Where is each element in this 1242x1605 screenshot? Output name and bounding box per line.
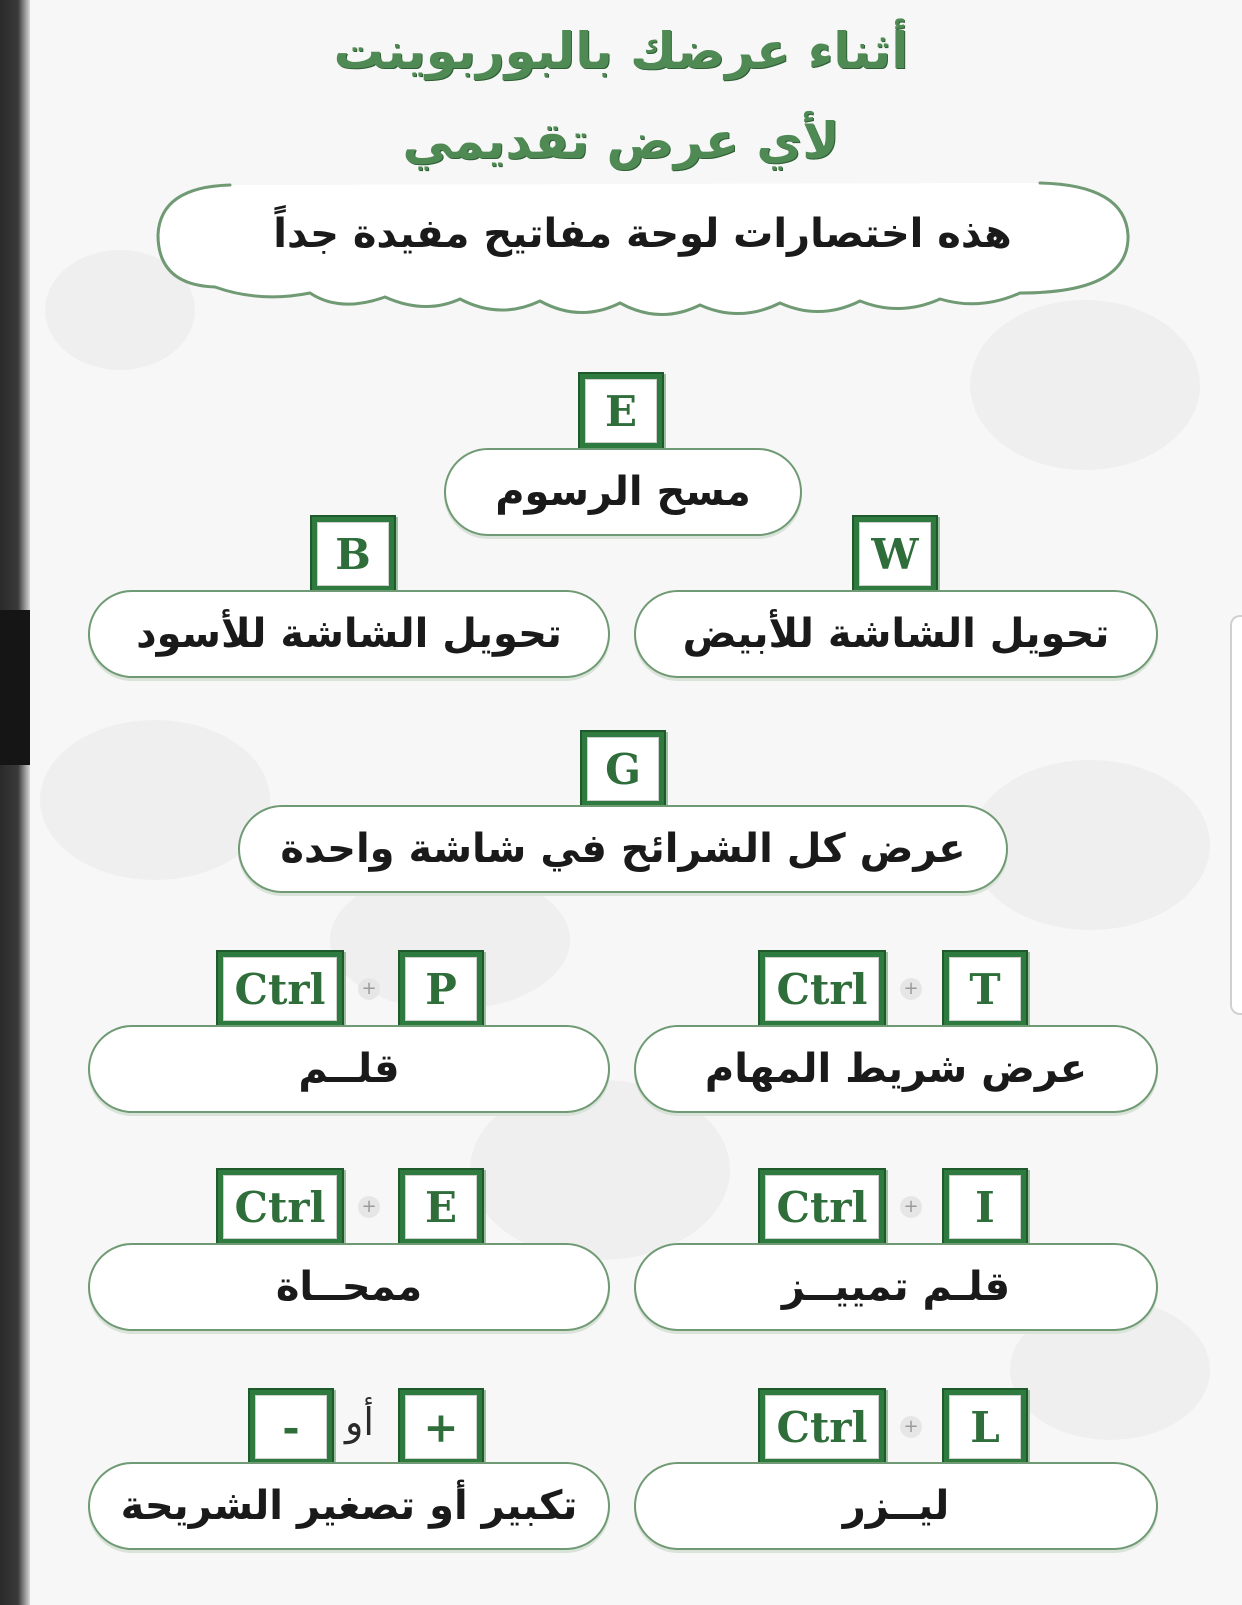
- key-g: [580, 730, 666, 808]
- shortcut-b-label: تحويل الشاشة للأسود: [88, 590, 610, 678]
- or-text: أو: [345, 1400, 374, 1444]
- plus-icon: +: [358, 1196, 380, 1218]
- key-plus: [398, 1388, 484, 1466]
- key-label: Ctrl: [765, 1395, 879, 1459]
- key-label: I: [949, 1175, 1021, 1239]
- infographic: [30, 0, 1212, 1605]
- key-minus: [248, 1388, 334, 1466]
- shortcut-ctrl-i-label: قلـم تمييــز: [634, 1243, 1158, 1331]
- key-label: T: [949, 957, 1021, 1021]
- key-l: [942, 1388, 1028, 1466]
- key-ctrl: [758, 950, 886, 1028]
- key-i: [942, 1168, 1028, 1246]
- subtitle-text: هذه اختصارات لوحة مفاتيح مفيدة جداً: [273, 211, 1012, 257]
- key-ctrl: [216, 950, 344, 1028]
- key-e: [578, 372, 664, 450]
- plus-icon: +: [900, 978, 922, 1000]
- key-label: B: [317, 522, 389, 586]
- shortcut-e-label: مسح الرسوم: [444, 448, 802, 536]
- shortcut-w-label: تحويل الشاشة للأبيض: [634, 590, 1158, 678]
- key-label: W: [859, 522, 931, 586]
- background-blob: [40, 720, 270, 880]
- shortcut-ctrl-l-label: ليــزر: [634, 1462, 1158, 1550]
- left-edge-dark-block: [0, 610, 30, 765]
- shortcut-ctrl-p-label: قلــم: [88, 1025, 610, 1113]
- key-t: [942, 950, 1028, 1028]
- background-blob: [970, 300, 1200, 470]
- title-line-2: لأي عرض تقديمي: [402, 112, 840, 170]
- plus-icon: +: [358, 978, 380, 1000]
- shortcut-g-label: عرض كل الشرائح في شاشة واحدة: [238, 805, 1008, 893]
- plus-icon: +: [900, 1196, 922, 1218]
- key-e-ctrl: [398, 1168, 484, 1246]
- key-label: E: [405, 1175, 477, 1239]
- key-label: Ctrl: [765, 957, 879, 1021]
- key-label: P: [405, 957, 477, 1021]
- key-w: [852, 515, 938, 593]
- key-label: E: [585, 379, 657, 443]
- key-label: L: [949, 1395, 1021, 1459]
- key-p: [398, 950, 484, 1028]
- key-ctrl: [758, 1168, 886, 1246]
- key-label: G: [587, 737, 659, 801]
- shortcut-ctrl-t-label: عرض شريط المهام: [634, 1025, 1158, 1113]
- right-edge-tab: [1230, 615, 1242, 1015]
- key-label: -: [255, 1395, 327, 1459]
- key-label: Ctrl: [223, 1175, 337, 1239]
- key-label: Ctrl: [223, 957, 337, 1021]
- title-line-1: أثناء عرضك بالبوربوينت: [333, 22, 909, 80]
- key-ctrl: [758, 1388, 886, 1466]
- key-label: +: [405, 1395, 477, 1459]
- shortcut-zoom-label: تكبير أو تصغير الشريحة: [88, 1462, 610, 1550]
- left-edge-strip: [0, 0, 30, 1605]
- key-ctrl: [216, 1168, 344, 1246]
- key-b: [310, 515, 396, 593]
- plus-icon: +: [900, 1416, 922, 1438]
- subtitle-cloud: [140, 175, 1145, 325]
- key-label: Ctrl: [765, 1175, 879, 1239]
- shortcut-ctrl-e-label: ممحــاة: [88, 1243, 610, 1331]
